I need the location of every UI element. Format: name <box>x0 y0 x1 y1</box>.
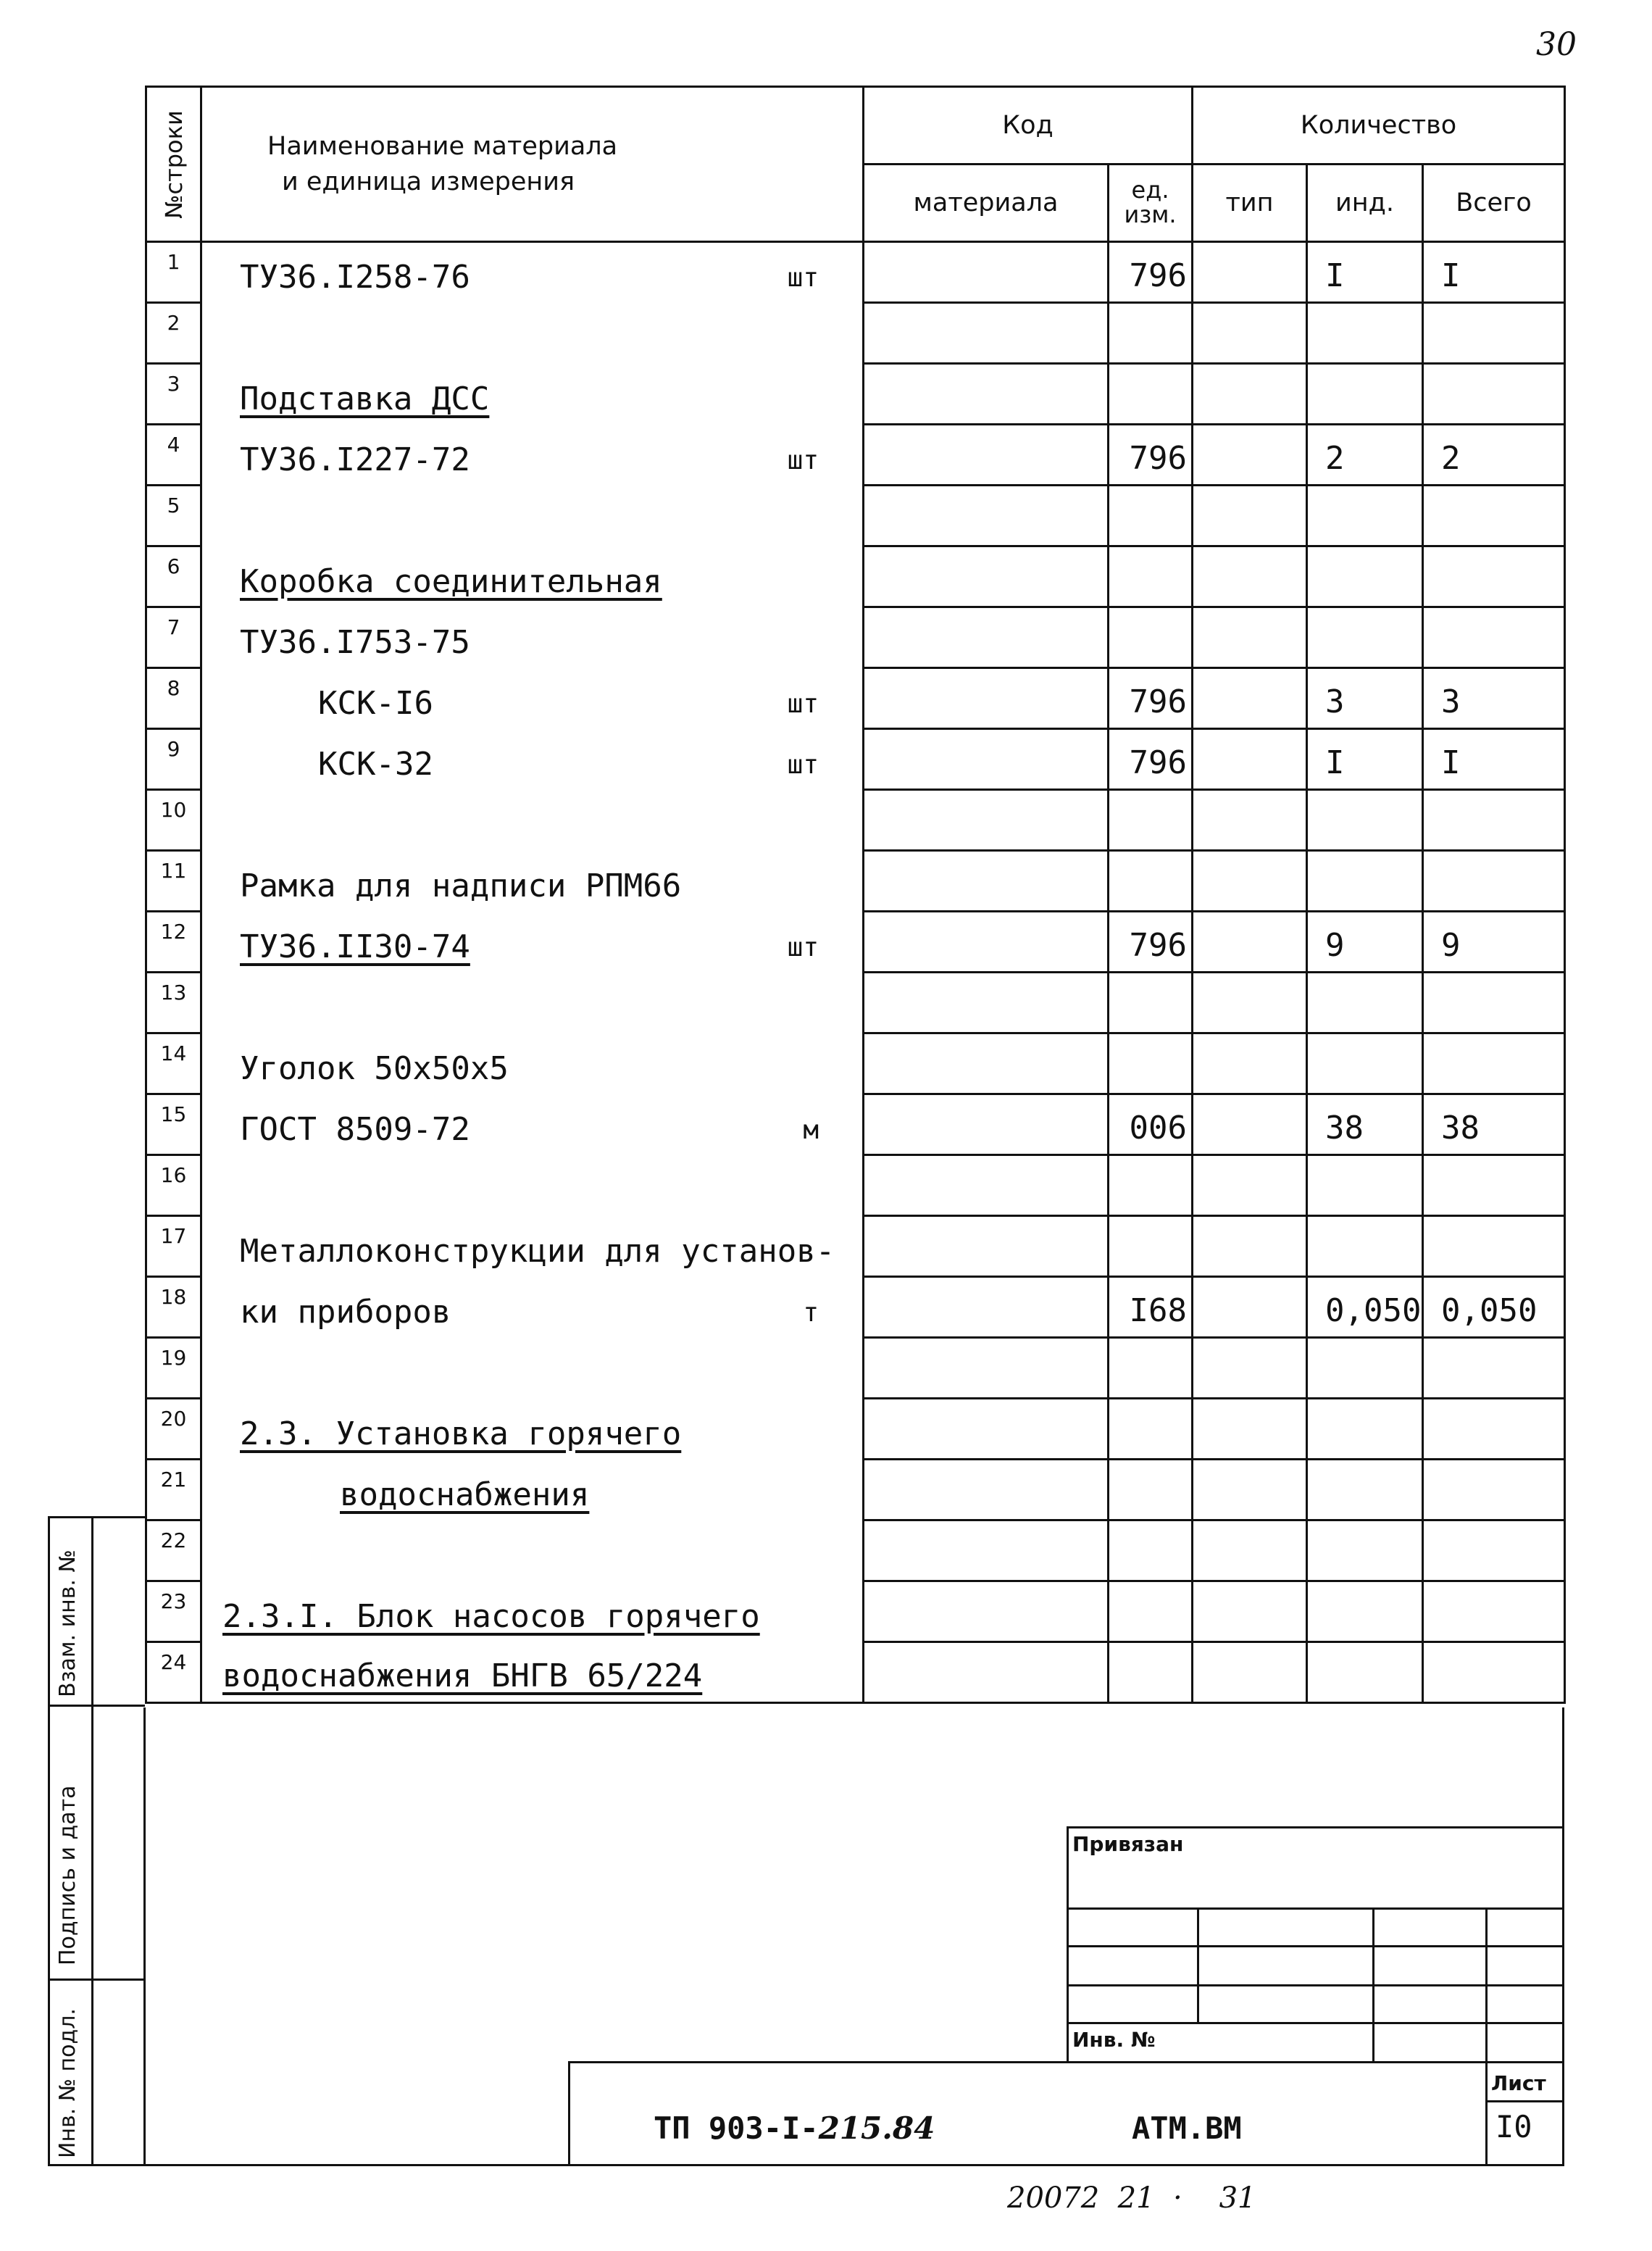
material-name-cell <box>201 242 864 303</box>
material-name-cell <box>201 1277 864 1338</box>
table-row <box>146 242 1565 303</box>
unit-name: м <box>803 1115 819 1145</box>
material-name: КСК-I6 <box>318 684 433 722</box>
frame-bottom <box>143 2164 1564 2166</box>
material-code-cell <box>864 1216 1109 1277</box>
total-qty-cell <box>1423 1460 1565 1520</box>
type-cell <box>1193 912 1307 973</box>
type-cell <box>1193 1642 1307 1703</box>
material-name: ТУ36.II30-74 <box>240 928 470 965</box>
side-stamp-sep2 <box>48 1979 145 1981</box>
unit-code-cell <box>1109 546 1193 607</box>
material-code-cell <box>864 1033 1109 1094</box>
individual-qty-cell: 0,050 <box>1307 1277 1423 1338</box>
table-row <box>146 546 1565 607</box>
individual-qty-cell <box>1307 1460 1423 1520</box>
material-name-cell <box>201 1216 864 1277</box>
unit-name: т <box>803 1297 819 1328</box>
tb-h1 <box>1067 1907 1564 1910</box>
type-cell <box>1193 1216 1307 1277</box>
total-qty-cell <box>1423 1520 1565 1581</box>
unit-code-cell <box>1109 607 1193 668</box>
material-name: ки приборов <box>240 1293 451 1331</box>
material-name: ТУ36.I227-72 <box>240 441 470 478</box>
type-cell <box>1193 668 1307 729</box>
type-cell <box>1193 486 1307 546</box>
unit-code-cell <box>1109 1338 1193 1399</box>
type-cell <box>1193 425 1307 486</box>
table-row <box>146 1094 1565 1155</box>
material-code-cell <box>864 1277 1109 1338</box>
sheet-value: I0 <box>1495 2109 1532 2144</box>
material-name: ТУ36.I258-76 <box>240 258 470 296</box>
total-qty-cell <box>1423 1642 1565 1703</box>
table-row <box>146 607 1565 668</box>
table-row <box>146 973 1565 1033</box>
table-row <box>146 1520 1565 1581</box>
row-number: 15 <box>146 1094 201 1155</box>
individual-qty-cell <box>1307 1338 1423 1399</box>
row-number: 23 <box>146 1581 201 1642</box>
type-cell <box>1193 242 1307 303</box>
material-name-cell <box>201 1520 864 1581</box>
unit-code-cell: 006 <box>1109 1094 1193 1155</box>
unit-name: шт <box>787 749 819 780</box>
total-qty-cell: 0,050 <box>1423 1277 1565 1338</box>
material-name: водоснабжения БНГВ 65/224 <box>222 1657 703 1694</box>
unit-code-cell <box>1109 1460 1193 1520</box>
material-name: водоснабжения <box>340 1476 590 1513</box>
individual-qty-cell: 3 <box>1307 668 1423 729</box>
type-cell <box>1193 607 1307 668</box>
material-code-cell <box>864 242 1109 303</box>
side-stamp-bottom <box>48 2164 145 2166</box>
row-number: 22 <box>146 1520 201 1581</box>
tb-v2 <box>1372 1907 1374 2063</box>
material-name: Металлоконструкции для установ- <box>240 1232 835 1270</box>
table-row <box>146 851 1565 912</box>
unit-code-cell: 796 <box>1109 425 1193 486</box>
material-code-cell <box>864 729 1109 790</box>
linked-box-left <box>1067 1826 1069 2063</box>
type-cell <box>1193 1581 1307 1642</box>
material-code-cell <box>864 546 1109 607</box>
code-group-header: Код <box>864 87 1193 165</box>
main-stamp-left <box>568 2061 570 2165</box>
table-row <box>146 1460 1565 1520</box>
individual-qty-cell: 38 <box>1307 1094 1423 1155</box>
footer-code: 20072 21 · 31 <box>1007 2181 1256 2215</box>
table-row <box>146 790 1565 851</box>
total-qty-cell <box>1423 364 1565 425</box>
tb-h2 <box>1067 1945 1564 1947</box>
individual-qty-cell <box>1307 851 1423 912</box>
doc-code: ТП 903-I-215.84 <box>654 2110 935 2146</box>
material-name-cell <box>201 1460 864 1520</box>
material-code-cell <box>864 1094 1109 1155</box>
side-stamp-sep1 <box>48 1705 145 1707</box>
type-cell <box>1193 1277 1307 1338</box>
row-number: 24 <box>146 1642 201 1703</box>
material-code-cell <box>864 1520 1109 1581</box>
type-cell <box>1193 1399 1307 1460</box>
material-code-cell <box>864 486 1109 546</box>
unit-code-cell: 796 <box>1109 242 1193 303</box>
row-number: 21 <box>146 1460 201 1520</box>
total-qty-cell <box>1423 1155 1565 1216</box>
total-qty-cell: 2 <box>1423 425 1565 486</box>
material-name: 2.3.I. Блок насосов горячего <box>222 1597 760 1635</box>
type-cell <box>1193 1520 1307 1581</box>
sheet-divider <box>1485 2100 1564 2102</box>
row-number: 11 <box>146 851 201 912</box>
individual-qty-cell <box>1307 1033 1423 1094</box>
material-name-cell <box>201 1155 864 1216</box>
individual-qty-cell: I <box>1307 242 1423 303</box>
materials-table <box>145 86 1566 1704</box>
table-row <box>146 1216 1565 1277</box>
material-code-cell <box>864 425 1109 486</box>
unit-code-cell <box>1109 1581 1193 1642</box>
material-name: ГОСТ 8509-72 <box>240 1110 470 1148</box>
unit-code-cell <box>1109 303 1193 364</box>
unit-name: шт <box>787 445 819 475</box>
individual-qty-cell <box>1307 607 1423 668</box>
individual-qty-cell <box>1307 546 1423 607</box>
individual-qty-cell <box>1307 1581 1423 1642</box>
individual-qty-cell <box>1307 364 1423 425</box>
individual-qty-cell <box>1307 486 1423 546</box>
individual-qty-cell <box>1307 1216 1423 1277</box>
row-number: 2 <box>146 303 201 364</box>
row-number: 14 <box>146 1033 201 1094</box>
total-qty-cell <box>1423 790 1565 851</box>
type-cell <box>1193 1033 1307 1094</box>
table-row <box>146 1581 1565 1642</box>
individual-header: инд. <box>1307 165 1423 242</box>
material-name: Рамка для надписи РПМ66 <box>240 867 682 904</box>
inv-no-label: Инв. № <box>1072 2028 1156 2052</box>
material-name-cell <box>201 425 864 486</box>
row-number-header: №строки <box>146 87 201 242</box>
tb-h3 <box>1067 1984 1564 1986</box>
row-number: 9 <box>146 729 201 790</box>
row-number: 5 <box>146 486 201 546</box>
material-name-cell <box>201 1033 864 1094</box>
unit-code-cell: 796 <box>1109 729 1193 790</box>
individual-qty-cell: 2 <box>1307 425 1423 486</box>
total-qty-cell <box>1423 1216 1565 1277</box>
replace-inv-label: Взам. инв. № <box>55 1549 80 1697</box>
tb-h4 <box>1067 2022 1564 2024</box>
material-name-cell <box>201 486 864 546</box>
unit-code-cell <box>1109 1520 1193 1581</box>
row-number: 13 <box>146 973 201 1033</box>
table-row <box>146 364 1565 425</box>
doc-mark: АТМ.ВМ <box>1132 2110 1242 2146</box>
unit-code-cell <box>1109 1155 1193 1216</box>
material-name-cell <box>201 546 864 607</box>
material-code-cell <box>864 364 1109 425</box>
table-row <box>146 729 1565 790</box>
frame-right <box>1562 1707 1564 2165</box>
material-code-cell <box>864 912 1109 973</box>
material-code-cell <box>864 851 1109 912</box>
material-code-cell <box>864 1460 1109 1520</box>
row-number: 1 <box>146 242 201 303</box>
frame-left <box>143 1707 146 2165</box>
material-name-cell <box>201 668 864 729</box>
material-code-cell <box>864 1399 1109 1460</box>
material-name-cell <box>201 303 864 364</box>
unit-code-cell <box>1109 1033 1193 1094</box>
total-qty-cell <box>1423 1399 1565 1460</box>
row-number: 10 <box>146 790 201 851</box>
table-row <box>146 1277 1565 1338</box>
individual-qty-cell <box>1307 973 1423 1033</box>
type-cell <box>1193 973 1307 1033</box>
row-number: 7 <box>146 607 201 668</box>
tb-v3 <box>1485 1907 1488 2165</box>
tb-v1 <box>1197 1907 1199 2023</box>
individual-qty-cell <box>1307 1642 1423 1703</box>
row-number: 19 <box>146 1338 201 1399</box>
individual-qty-cell <box>1307 1520 1423 1581</box>
individual-qty-cell <box>1307 303 1423 364</box>
total-qty-cell: I <box>1423 242 1565 303</box>
unit-code-cell <box>1109 1399 1193 1460</box>
unit-code-cell: 796 <box>1109 912 1193 973</box>
material-code-cell <box>864 790 1109 851</box>
unit-code-cell <box>1109 1642 1193 1703</box>
linked-label: Привязан <box>1072 1832 1184 1856</box>
unit-code-cell <box>1109 486 1193 546</box>
table-row <box>146 1033 1565 1094</box>
type-cell <box>1193 851 1307 912</box>
material-name-cell <box>201 364 864 425</box>
unit-code-cell <box>1109 851 1193 912</box>
unit-code-cell <box>1109 1216 1193 1277</box>
individual-qty-cell: 9 <box>1307 912 1423 973</box>
side-stamp-divider <box>91 1516 93 2165</box>
material-code-cell <box>864 607 1109 668</box>
material-name-cell <box>201 1399 864 1460</box>
material-name: Коробка соединительная <box>240 562 662 600</box>
material-name-cell <box>201 790 864 851</box>
total-qty-cell: 38 <box>1423 1094 1565 1155</box>
material-name-cell <box>201 912 864 973</box>
material-name: Уголок 50х50х5 <box>240 1049 509 1087</box>
material-name-cell <box>201 607 864 668</box>
material-name: Подставка ДСС <box>240 380 490 417</box>
type-cell <box>1193 1094 1307 1155</box>
row-number: 4 <box>146 425 201 486</box>
material-name-cell <box>201 851 864 912</box>
individual-qty-cell <box>1307 1399 1423 1460</box>
material-code-cell <box>864 1338 1109 1399</box>
row-number: 3 <box>146 364 201 425</box>
material-name-cell <box>201 1094 864 1155</box>
individual-qty-cell: I <box>1307 729 1423 790</box>
unit-code-cell <box>1109 364 1193 425</box>
row-number: 20 <box>146 1399 201 1460</box>
type-header: тип <box>1193 165 1307 242</box>
individual-qty-cell <box>1307 1155 1423 1216</box>
type-cell <box>1193 790 1307 851</box>
unit-code-cell: 796 <box>1109 668 1193 729</box>
material-name: ТУ36.I753-75 <box>240 623 470 661</box>
row-number: 18 <box>146 1277 201 1338</box>
total-qty-cell <box>1423 973 1565 1033</box>
table-row <box>146 303 1565 364</box>
table-row <box>146 668 1565 729</box>
material-code-cell <box>864 1581 1109 1642</box>
material-code-cell <box>864 1642 1109 1703</box>
main-stamp-top <box>568 2061 1564 2063</box>
material-name: 2.3. Установка горячего <box>240 1415 682 1452</box>
table-row <box>146 912 1565 973</box>
table-row <box>146 1642 1565 1703</box>
table-row <box>146 1338 1565 1399</box>
total-qty-cell <box>1423 1033 1565 1094</box>
individual-qty-cell <box>1307 790 1423 851</box>
type-cell <box>1193 1338 1307 1399</box>
row-number: 6 <box>146 546 201 607</box>
name-header: Наименование материала и единица измерения <box>201 87 864 242</box>
material-name-cell <box>201 1338 864 1399</box>
row-number: 12 <box>146 912 201 973</box>
linked-box-top <box>1067 1826 1564 1828</box>
type-cell <box>1193 546 1307 607</box>
material-name-cell <box>201 1581 864 1642</box>
row-number: 8 <box>146 668 201 729</box>
unit-code-cell <box>1109 973 1193 1033</box>
type-cell <box>1193 729 1307 790</box>
total-qty-cell <box>1423 1338 1565 1399</box>
material-code-cell <box>864 973 1109 1033</box>
unit-name: шт <box>787 688 819 719</box>
total-qty-cell <box>1423 607 1565 668</box>
type-cell <box>1193 364 1307 425</box>
total-qty-cell: 3 <box>1423 668 1565 729</box>
quantity-group-header: Количество <box>1193 87 1565 165</box>
material-code-header: материала <box>864 165 1109 242</box>
total-qty-cell <box>1423 1581 1565 1642</box>
row-number: 17 <box>146 1216 201 1277</box>
total-qty-cell: 9 <box>1423 912 1565 973</box>
type-cell <box>1193 1460 1307 1520</box>
side-stamp-border-top <box>48 1516 145 1518</box>
page-number: 30 <box>1536 26 1577 63</box>
material-name-cell <box>201 729 864 790</box>
material-code-cell <box>864 1155 1109 1216</box>
unit-name: шт <box>787 932 819 962</box>
material-code-cell <box>864 668 1109 729</box>
unit-name: шт <box>787 262 819 293</box>
unit-code-cell <box>1109 790 1193 851</box>
signature-date-label: Подпись и дата <box>55 1785 80 1965</box>
total-qty-cell <box>1423 546 1565 607</box>
unit-code-cell: I68 <box>1109 1277 1193 1338</box>
table-row <box>146 486 1565 546</box>
total-qty-cell <box>1423 851 1565 912</box>
table-row <box>146 425 1565 486</box>
table-row <box>146 1155 1565 1216</box>
total-qty-cell <box>1423 486 1565 546</box>
row-number: 16 <box>146 1155 201 1216</box>
total-header: Всего <box>1423 165 1565 242</box>
type-cell <box>1193 303 1307 364</box>
unit-code-header: ед. изм. <box>1109 165 1193 242</box>
table-row <box>146 1399 1565 1460</box>
side-stamp-border-left <box>48 1516 50 2165</box>
material-name: КСК-32 <box>318 745 433 783</box>
type-cell <box>1193 1155 1307 1216</box>
material-name-cell <box>201 1642 864 1703</box>
material-name-cell <box>201 973 864 1033</box>
inv-original-label: Инв. № подл. <box>55 2008 80 2158</box>
sheet-label: Лист <box>1491 2071 1546 2095</box>
total-qty-cell <box>1423 303 1565 364</box>
material-code-cell <box>864 303 1109 364</box>
total-qty-cell: I <box>1423 729 1565 790</box>
